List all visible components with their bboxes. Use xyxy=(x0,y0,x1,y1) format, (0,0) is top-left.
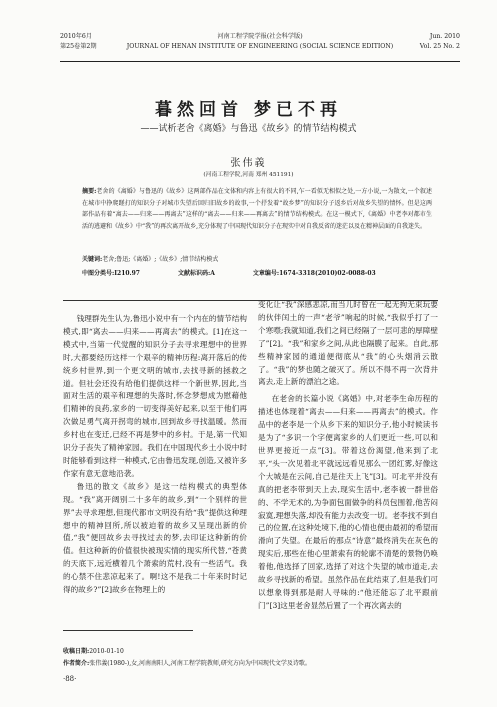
abstract-line: 去”的情节结构模式。在这一模式下,《离婚》中老李对都市生活的逃避和《故乡》中“我”的再次离开故乡,充分体现 xyxy=(82,211,433,230)
abstract-line: 说,一为散文,一个叙述在城市中挣爬蹉打的知识分子对城市失望后回归旧故乡的故事,一个抒发着“故乡梦”的知 xyxy=(82,188,432,207)
article-subtitle: ——试析老舍《离婚》与鲁迅《故乡》的情节结构模式 xyxy=(140,124,357,134)
header-issue: 第25卷第2期 xyxy=(60,43,97,50)
article-affiliation: (河南工程学院,河南 郑州 451191) xyxy=(203,172,294,178)
abstract-line: 老舍的《离婚》与鲁迅的《故乡》这两部作品在文体和内容上有很大的不同,乍一看似无相似之处,一方小 xyxy=(96,188,374,195)
received-label: 收稿日期: xyxy=(63,648,90,655)
header-journal-cn: 河南工程学院学报(社会科学版) xyxy=(217,33,303,40)
footnote-divider xyxy=(63,630,193,631)
bio-value: 张伟義(1980-),女,河南南阳人,河南工程学院教师,研究方向为中国现代文学及诗歌。 xyxy=(89,660,311,667)
keywords-label: 关键词: xyxy=(82,256,103,263)
abstract-label: 摘要: xyxy=(82,188,97,195)
received-date xyxy=(63,646,443,658)
bio-label: 作者简介: xyxy=(63,660,90,667)
article-author: 张伟義 xyxy=(230,158,267,169)
footnotes xyxy=(63,646,443,670)
paragraph: 钱理群先生认为,鲁迅小说中有一个内在的情节结构模式,即“离去——归来——再离去”的模式。[1]在这一模式中,当第一代觉醒的知识分子去寻求理想中的世界时,大都要经历这样一个艰辛的精神历程:离开落后的传统乡村世界,到一个更文明的城市,去找寻新的拯救之道。但社会还没有给他们提供这样一个新世界,因此,当面对生活的艰辛和理想的失落时,怀念梦想成为慰藉他们精神的良药,家乡的一切变得美好起来,以至于他们再次做足勇气离开拐弯的城市,回到故乡寻找温暖。然而乡村也在变迁,已经不再是梦中的乡村。于是,第一代知识分子丧失了精神家园。我们在中国现代乡土小说中时时能够看到这样一种模式,它由鲁迅发现,创造,又被许多作家有意无意地沿袭。 xyxy=(63,314,247,478)
document-code: 文献标识码:A xyxy=(178,270,215,277)
keywords-text: 老舍;鲁迅;《离婚》;《故乡》;情节结构模式 xyxy=(102,256,219,263)
running-header xyxy=(60,28,460,62)
abstract-line: 了中国现代知识分子在现实中对自我反省的迷茫以及在精神层面的自我迷失。 xyxy=(222,222,427,230)
author-bio xyxy=(63,658,443,670)
abstract-line: 识分子返乡后对故乡失望的情怀。但是这两部作品有着“离去——归来——再离去”这样的“离去——归来——再离 xyxy=(82,199,432,218)
article-title: 暮然回首 梦已不再 xyxy=(155,100,342,120)
paragraph: 鲁迅的散文《故乡》是这一结构模式的典型体现。“我”离开阔别二十多年的故乡,到“一个别样的世界”去寻求理想,但现代都市文明没有给“我”提供这种理想中的精神回所,所以被迫着的故乡又呈现出新的价值,“我”便回故乡去寻找过去的梦,去印证这种新的价值。但这种新的价值很快被现实情的现实所代替,“苍黄的天底下,远近横着几个萧索的荒村,没有一些活气。我的心禁不住悲凉起来了。啊!这不是我二十年来时时记得的故乡?”[2]故乡在物理上的 xyxy=(63,481,247,595)
left-column xyxy=(63,313,247,597)
abstract xyxy=(82,186,432,232)
paragraph: 变化让“我”深感悲凉,而当儿时曾在一起无拘无束玩要的伙伴闰土的一声“老爷”响起的时候,“我似乎打了一个寒噤;我就知道,我们之间已经隔了一层可悲的厚障壁了”[2]。“我”和家乡之间,从此也隔膜了起来。自此,那些精神家园的通道便彻底从“我”的心头烟消云散了。“我”的梦也随之破灭了。所以不得不再一次背井离去,走上新的漂泊之途。 xyxy=(258,300,438,387)
classification-line xyxy=(82,268,432,277)
header-journal-en: JOURNAL OF HENAN INSTITUTE OF ENGINEERING (SOCIAL SCIENCE EDITION) xyxy=(126,43,394,50)
received-value: 2010-01-10 xyxy=(89,648,124,655)
paragraph: 在老舍的长篇小说《离婚》中,对老李生命历程的描述也体现着“离去——归来——再离去”的模式。作品中的老李是一个从乡下来的知识分子,他小时候读书是为了“多识一个字便离家乡的人们更近一些,可以和世界更接近一点”[3]。带着这份渴望,他来到了北平,“头一次见着北平就远远看见那么一团红雾,好像这个大城是在云间,自己是往天上飞”[3]。可北平并没有真的把老李带到天上去,现实生活中,老李被一群世俗的、不学无术的,为争面包面做争的科员包围着,他苦闷寂寞,理想失落,却没有能力去改变一切。老李找不到自己的位置,在这种处境下,他的心情也便由最初的希望而滑向了失望。在最后的那点“诗意”最终消失在灰色的现实后,那些在他心里萧索有的轮廓不清楚的景物仍唤着他,他选择了回家,选择了对这个失望的城市道走,去故乡寻找新的希望。虽然作品在此结束了,但是我们可以想象得到那是耐人寻味的:“他还能忘了北平跟前门”[3]这里老舍显然后置了一个再次离去的 xyxy=(258,394,438,610)
header-date: 2010年6月 xyxy=(60,33,93,40)
page-number: ·88· xyxy=(63,675,77,683)
keywords xyxy=(82,254,432,263)
header-date-en: Jun. 2010 xyxy=(429,33,460,40)
article-number: 文章编号:1674-3318(2010)02-0088-03 xyxy=(252,270,376,277)
header-vol-en: Vol. 25 No. 2 xyxy=(419,43,460,50)
right-column xyxy=(258,299,438,613)
clc-number: 中图分类号:I210.97 xyxy=(82,270,140,277)
